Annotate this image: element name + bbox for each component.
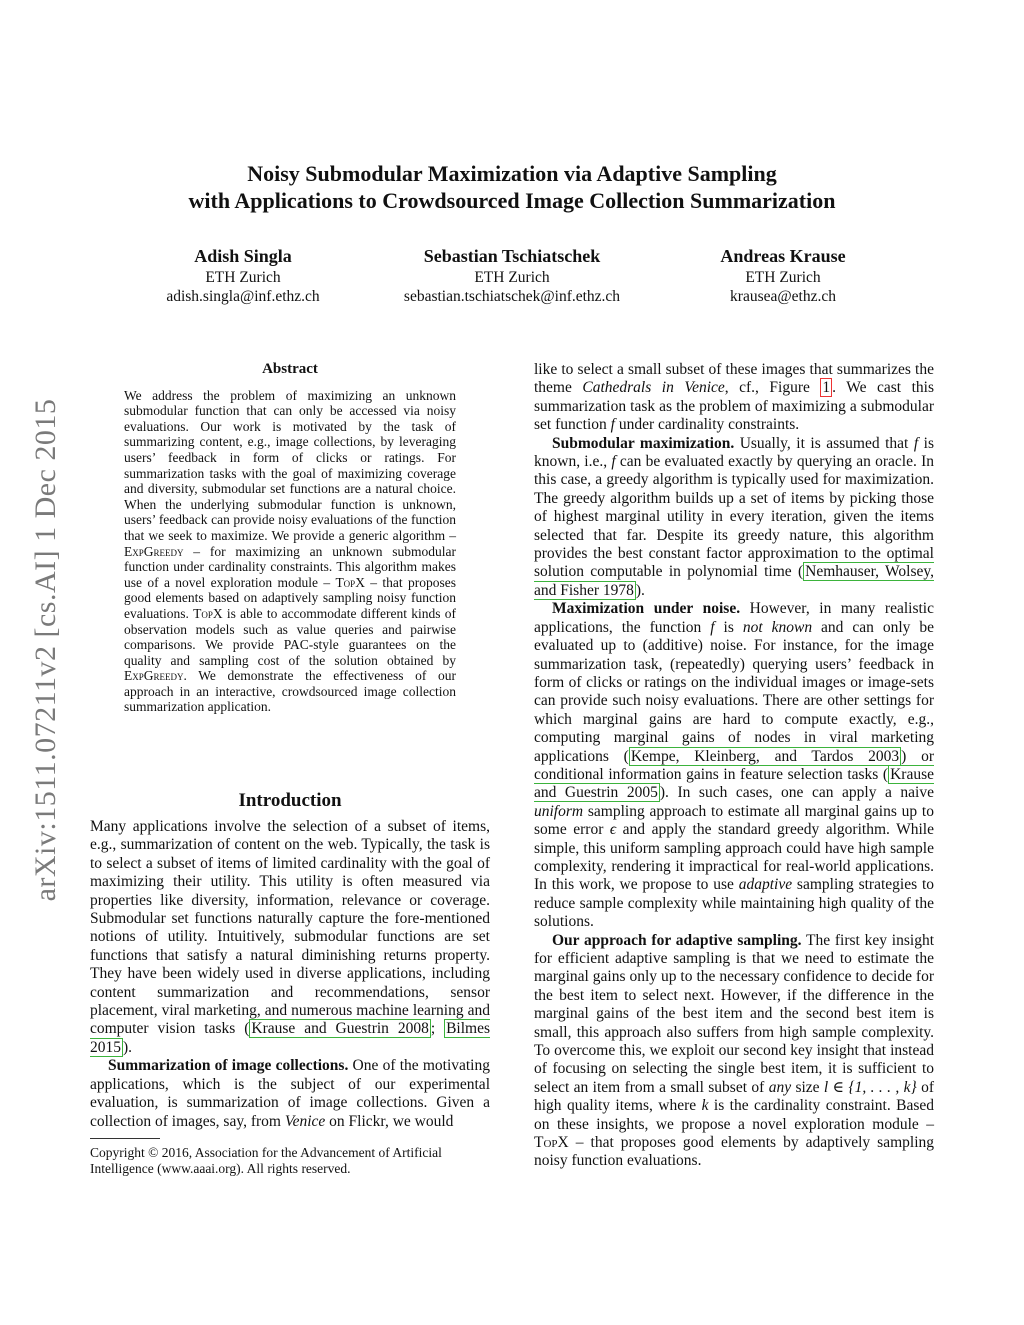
intro-paragraph: Summarization of image collections. One of the motivating applications, which is the subject of our experimental evaluation, is summarization of image collections. Given a collection of images, say, from Venice on Flickr, we would (90, 1057, 490, 1130)
title-line-2: with Applications to Crowdsourced Image Collection Summarization (188, 188, 836, 213)
footnote-rule (90, 1138, 160, 1139)
author-affiliation: ETH Zurich (205, 269, 281, 286)
paragraph-runin: Submodular maximization. (552, 434, 735, 452)
author-affiliation: ETH Zurich (474, 269, 550, 286)
paper-title (0, 160, 1024, 214)
author-2 (362, 244, 662, 306)
abstract-text: We address the problem of maximizing an unknown submodular function that can only be accessed via noisy evaluations. Our work is motivated by the task of summarizing content, e.g., image collections, by leveraging users’ feedback in form of clicks or ratings. For summarization tasks with the goal of maximizing coverage and diversity, submodular set functions are a natural choice. When the underlying submodular function is unknown, users’ feedback can provide noisy evaluations of the function that we seek to maximize. We provide a generic algorithm – ExpGreedy – for maximizing an unknown submodular function under cardinality constraints. This algorithm makes use of a novel exploration module – TopX – that proposes good elements based on adaptively sampling noisy function evaluations. TopX is able to accommodate different kinds of observation models such as value queries and pairwise comparisons. We provide PAC-style guarantees on the quality and sampling cost of the solution obtained by ExpGreedy. We demonstrate the effectiveness of our approach in an interactive, crowdsourced image collection summarization application. (124, 387, 457, 715)
body-paragraph: Submodular maximization. Usually, it is assumed that f is known, i.e., f can be evaluated exactly by querying an oracle. In this case, a greedy algorithm is typically used for maximization. The greedy algorithm builds up a set of items by picking those of highest marginal utility in every iteration, given the items selected that far. Despite its greedy nature, this algorithm provides the best constant factor approximation to the optimal solution computable in polynomial time ( Nemhauser, Wolsey, and Fisher 1978 ). (534, 434, 934, 599)
arxiv-stamp: arXiv:1511.07211v2 [cs.AI] 1 Dec 2015 (29, 398, 62, 902)
author-name: Sebastian Tschiatschek (423, 246, 601, 266)
introduction-heading: Introduction (238, 790, 342, 811)
citation-link[interactable]: Nemhauser, Wolsey, and Fisher 1978 (534, 563, 934, 599)
body-paragraph: Maximization under noise. However, in many realistic applications, the function f is not known and can only be evaluated up to (additive) noise. For instance, for the image summarization task, (repeatedly) querying users’ feedback in form of clicks or ratings on the individual images or image-sets can provide such noisy evaluations. There are other settings for which marginal gains are hard to compute exactly, e.g., computing marginal gains of nodes in viral marketing applications ( Kempe, Kleinberg, and Tardos 2003 ) or conditional information gains in feature selection tasks ( Krause and Guestrin 2005 ). In such cases, one can apply a naive uniform sampling approach to estimate all marginal gains up to some error ϵ and apply the standard greedy algorithm. While simple, this uniform sampling approach could have high sample complexity, rendering it impractical for real-world applications. In this work, we propose to use adaptive sampling strategies to reduce sample complexity while maintaining high quality of the solutions. (534, 600, 935, 931)
algorithm-name: ExpGreedy (124, 543, 184, 559)
module-name: TopX (193, 605, 223, 621)
module-name: TopX (335, 574, 365, 590)
citation-link[interactable]: Krause and Guestrin 2005 (534, 765, 934, 802)
citation-link[interactable]: Bilmes 2015 (90, 1020, 491, 1056)
introduction-section (90, 790, 490, 1131)
author-email: adish.singla@inf.ethz.ch (166, 288, 320, 305)
author-1 (93, 244, 393, 306)
right-column (534, 361, 934, 1171)
copyright-footnote (90, 1138, 490, 1177)
paragraph-runin: Maximization under noise. (552, 600, 741, 618)
author-3 (633, 244, 933, 306)
abstract-section (124, 362, 456, 715)
title-line-1: Noisy Submodular Maximization via Adaptive Sampling (247, 161, 777, 186)
author-email: sebastian.tschiatschek@inf.ethz.ch (403, 288, 621, 305)
author-name: Andreas Krause (720, 246, 846, 266)
citation-link[interactable]: Kempe, Kleinberg, and Tardos 2003 (630, 747, 900, 765)
footnote-text: Copyright © 2016, Association for the Advancement of Artificial Intelligence (www.aaai.org). All rights reserved. (90, 1145, 442, 1176)
module-name: TopX (534, 1134, 569, 1152)
body-paragraph: like to select a small subset of these images that summarizes the theme Cathedrals in Venice, cf., Figure 1 . We cast this summarization task as the problem of maximizing a submodular set function f under cardinality constraints. (534, 361, 934, 434)
citation-link[interactable]: Krause and Guestrin 2008 (251, 1020, 429, 1038)
algorithm-name: ExpGreedy (124, 668, 184, 684)
abstract-heading: Abstract (262, 361, 318, 377)
paragraph-runin: Summarization of image collections. (108, 1057, 349, 1075)
author-name: Adish Singla (194, 246, 292, 266)
author-email: krausea@ethz.ch (730, 288, 836, 305)
paragraph-runin: Our approach for adaptive sampling. (552, 931, 802, 949)
body-paragraph: Our approach for adaptive sampling. The first key insight for efficient adaptive sampling is that we need to estimate the marginal gains only up to the necessary confidence to decide for the best item to select next. However, if the difference in the marginal gains of the best item and the second best item is small, this approach also suffers from high sample complexity. To overcome this, we exploit our second key insight that instead of focusing on selecting the single best item, it is sufficient to select an item from a small subset of any size l ∈ {1, . . . , k} of high quality items, where k is the cardinality constraint. Based on these insights, we propose a novel exploration module – TopX – that proposes good elements by adaptively sampling noisy function evaluations. (534, 931, 934, 1170)
figure-link[interactable]: 1 (822, 379, 831, 397)
intro-paragraph: Many applications involve the selection of a subset of items, e.g., summarization of content on the web. Typically, the task is to select a subset of items of limited cardinality with the goal of maximizing their utility. This utility is often measured via properties like diversity, information, relevance or coverage. Submodular set functions naturally capture the fore-mentioned notions of utility. Intuitively, submodular functions are set functions that satisfy a natural diminishing returns property. They have been widely used in diverse applications, including content summarization and recommendations, sensor placement, viral marketing, and numerous machine learning and computer vision tasks ( Krause and Guestrin 2008 ; Bilmes 2015 ). (90, 818, 491, 1056)
author-affiliation: ETH Zurich (745, 269, 821, 286)
